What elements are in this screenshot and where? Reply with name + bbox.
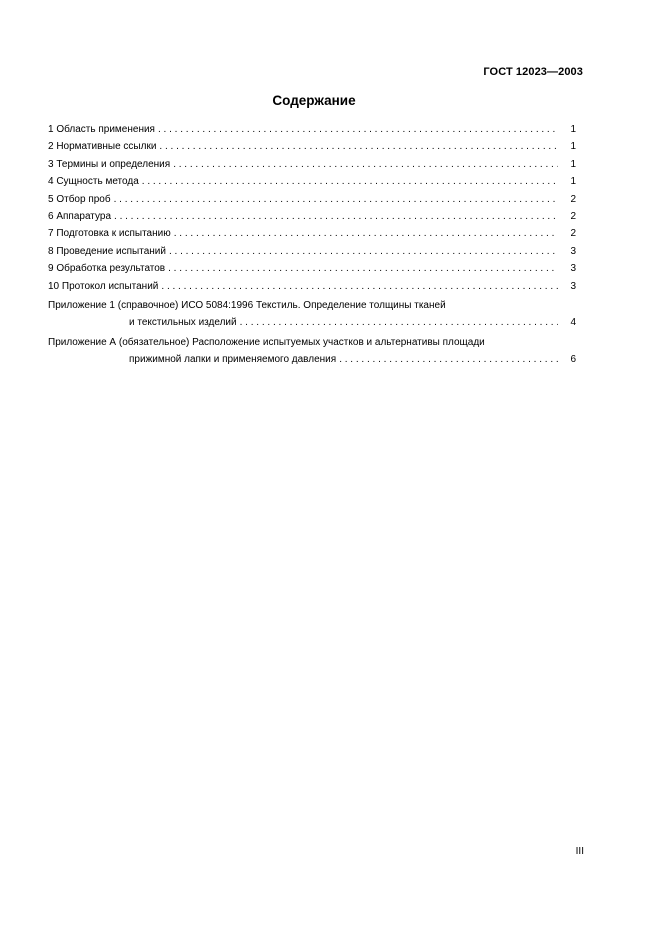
toc-entry-text: 9 Обработка результатов	[48, 263, 166, 275]
toc-entry-page: 1	[570, 158, 576, 170]
toc-appendix-1[interactable]	[48, 295, 576, 332]
toc-dot-leader	[169, 243, 558, 260]
toc-dot-leader	[159, 138, 558, 155]
toc-entry-page: 3	[570, 245, 576, 257]
toc-appendix-title: Приложение А (обязательное) Расположение испытуемых участков и альтернативы площади	[48, 336, 485, 348]
toc-appendix-text: и текстильных изделий	[129, 317, 237, 329]
toc-entry-page: 2	[570, 193, 576, 205]
toc-entry-6[interactable]	[48, 208, 576, 225]
toc-entry-2[interactable]	[48, 138, 576, 155]
table-of-contents	[48, 121, 576, 368]
toc-entry-page: 1	[570, 176, 576, 188]
toc-dot-leader	[173, 156, 558, 173]
toc-entry-text: 8 Проведение испытаний	[48, 245, 166, 257]
toc-entry-text: 4 Сущность метода	[48, 176, 139, 188]
toc-entry-7[interactable]	[48, 225, 576, 242]
toc-entry-5[interactable]	[48, 191, 576, 208]
toc-entry-1[interactable]	[48, 121, 576, 138]
toc-dot-leader	[339, 351, 558, 368]
toc-entry-text: 10 Протокол испытаний	[48, 280, 159, 292]
toc-entry-text: 7 Подготовка к испытанию	[48, 228, 171, 240]
toc-entry-page: 3	[570, 263, 576, 275]
toc-entry-page: 3	[570, 280, 576, 292]
toc-title: Содержание	[272, 93, 356, 108]
toc-entry-text: 5 Отбор проб	[48, 193, 111, 205]
toc-entry-text: 1 Область применения	[48, 124, 155, 135]
toc-entry-page: 2	[570, 228, 576, 240]
toc-entry-page: 2	[570, 210, 576, 222]
toc-dot-leader	[161, 278, 558, 295]
toc-appendix-title: Приложение 1 (справочное) ИСО 5084:1996 Текстиль. Определение толщины тканей	[48, 299, 446, 311]
document-code: ГОСТ 12023—2003	[483, 66, 583, 78]
toc-entry-page: 1	[570, 141, 576, 153]
toc-entry-text: 3 Термины и определения	[48, 158, 171, 170]
toc-dot-leader	[114, 191, 558, 208]
toc-appendix-continuation	[48, 351, 576, 368]
toc-appendix-text: прижимной лапки и применяемого давления	[129, 354, 337, 366]
toc-entry-page: 4	[570, 317, 576, 329]
toc-dot-leader	[168, 260, 558, 277]
toc-entry-page: 6	[570, 354, 576, 366]
toc-entry-10[interactable]	[48, 278, 576, 295]
toc-dot-leader	[240, 314, 558, 331]
toc-appendix-continuation	[48, 314, 576, 331]
toc-entry-text: 2 Нормативные ссылки	[48, 141, 157, 153]
toc-appendix-a[interactable]	[48, 332, 576, 369]
toc-dot-leader	[174, 225, 558, 242]
page-folio: III	[575, 846, 584, 857]
toc-entry-page: 1	[570, 124, 576, 135]
toc-entry-9[interactable]	[48, 260, 576, 277]
toc-entry-text: 6 Аппаратура	[48, 210, 112, 222]
toc-dot-leader	[114, 208, 558, 225]
toc-entry-4[interactable]	[48, 173, 576, 190]
toc-entry-8[interactable]	[48, 243, 576, 260]
toc-dot-leader	[158, 121, 558, 138]
toc-dot-leader	[142, 173, 558, 190]
toc-entry-3[interactable]	[48, 156, 576, 173]
